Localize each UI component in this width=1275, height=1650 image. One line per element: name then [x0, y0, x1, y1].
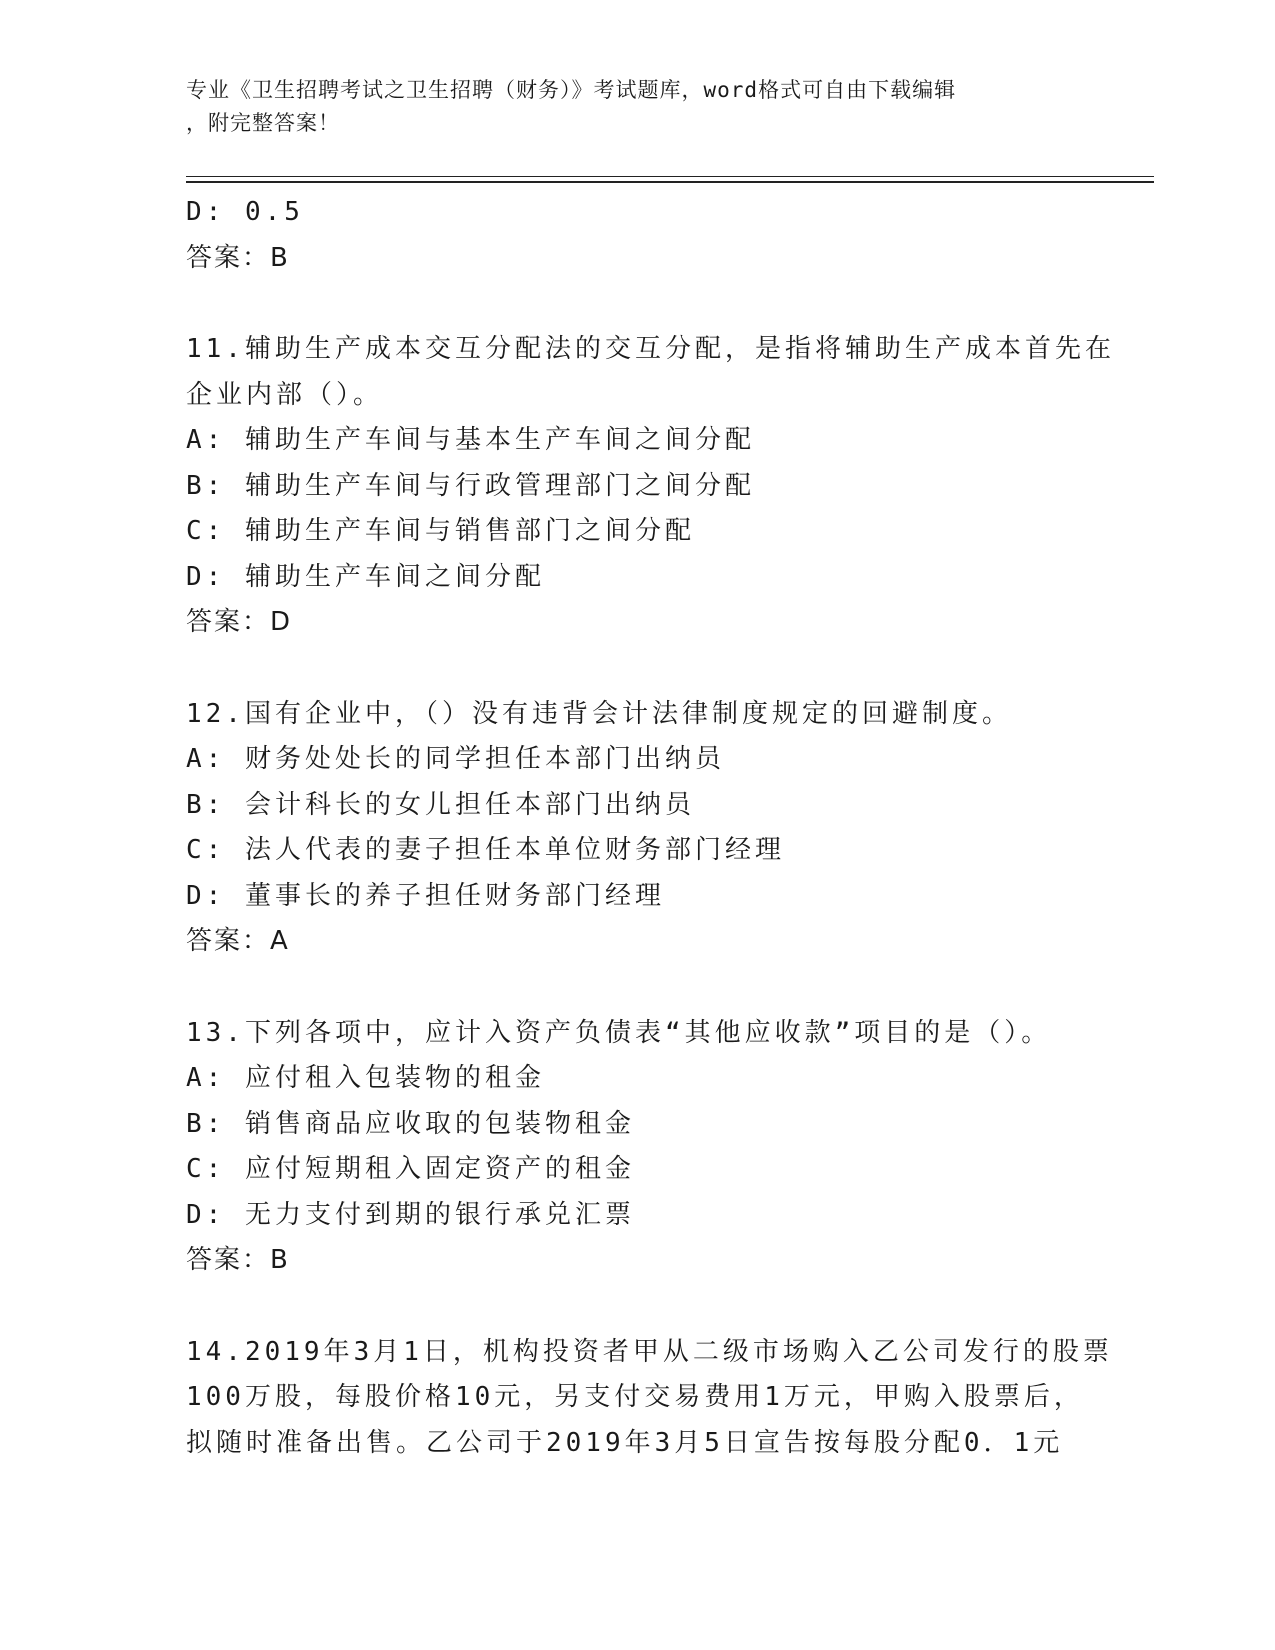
spacer: [186, 1284, 1086, 1330]
document-header: [186, 74, 1086, 140]
question-stem-continued: 100万股，每股价格10元，另支付交易费用1万元，甲购入股票后，: [186, 1382, 1084, 1412]
option-d: D: 董事长的养子担任财务部门经理: [186, 880, 665, 911]
option-a: A: 辅助生产车间与基本生产车间之间分配: [186, 425, 755, 455]
answer-label: 答案：A: [186, 926, 290, 956]
option-b: B: 销售商品应收取的包装物租金: [186, 1108, 635, 1139]
option-a: A: 财务处处长的同学担任本部门出纳员: [186, 744, 725, 774]
option-b: B: 会计科长的女儿担任本部门出纳员: [186, 789, 695, 820]
option-c: C: 应付短期租入固定资产的租金: [186, 1154, 635, 1184]
question-10-tail: [186, 190, 1086, 281]
option-d: D: 无力支付到期的银行承兑汇票: [186, 1199, 635, 1230]
spacer: [186, 965, 1086, 1011]
question-11: [186, 327, 1115, 646]
option-b: B: 辅助生产车间与行政管理部门之间分配: [186, 470, 755, 501]
option-d: D: 辅助生产车间之间分配: [186, 561, 545, 592]
document-body: [186, 190, 1115, 1466]
question-stem-continued: 企业内部（）。: [186, 379, 384, 410]
header-title-line1: 专业《卫生招聘考试之卫生招聘（财务）》考试题库，word格式可自由下载编辑: [186, 78, 957, 102]
question-stem: 11.辅助生产成本交互分配法的交互分配，是指将辅助生产成本首先在: [186, 334, 1115, 364]
question-stem: 14.2019年3月1日，机构投资者甲从二级市场购入乙公司发行的股票: [186, 1336, 1113, 1367]
header-title-line2: ，附完整答案！: [186, 111, 340, 135]
header-divider-thin: [186, 176, 1154, 177]
question-stem-continued: 拟随时准备出售。乙公司于2019年3月5日宣告按每股分配0．1元: [186, 1427, 1064, 1458]
option-c: C: 辅助生产车间与销售部门之间分配: [186, 516, 695, 546]
question-14: [186, 1330, 1113, 1467]
option-c: C: 法人代表的妻子担任本单位财务部门经理: [186, 835, 785, 865]
spacer: [186, 281, 1086, 327]
header-divider-thick: [186, 181, 1154, 183]
answer-label: 答案：B: [186, 1245, 290, 1275]
option-a: A: 应付租入包装物的租金: [186, 1063, 545, 1093]
question-stem: 12.国有企业中，（）没有违背会计法律制度规定的回避制度。: [186, 698, 1012, 729]
question-12: [186, 692, 1086, 965]
question-13: [186, 1011, 1086, 1284]
question-stem: 13.下列各项中，应计入资产负债表“其他应收款”项目的是（）。: [186, 1017, 1052, 1048]
answer-label: 答案：B: [186, 242, 290, 273]
option-d: D: 0.5: [186, 197, 304, 227]
spacer: [186, 646, 1086, 692]
answer-label: 答案：D: [186, 607, 293, 637]
